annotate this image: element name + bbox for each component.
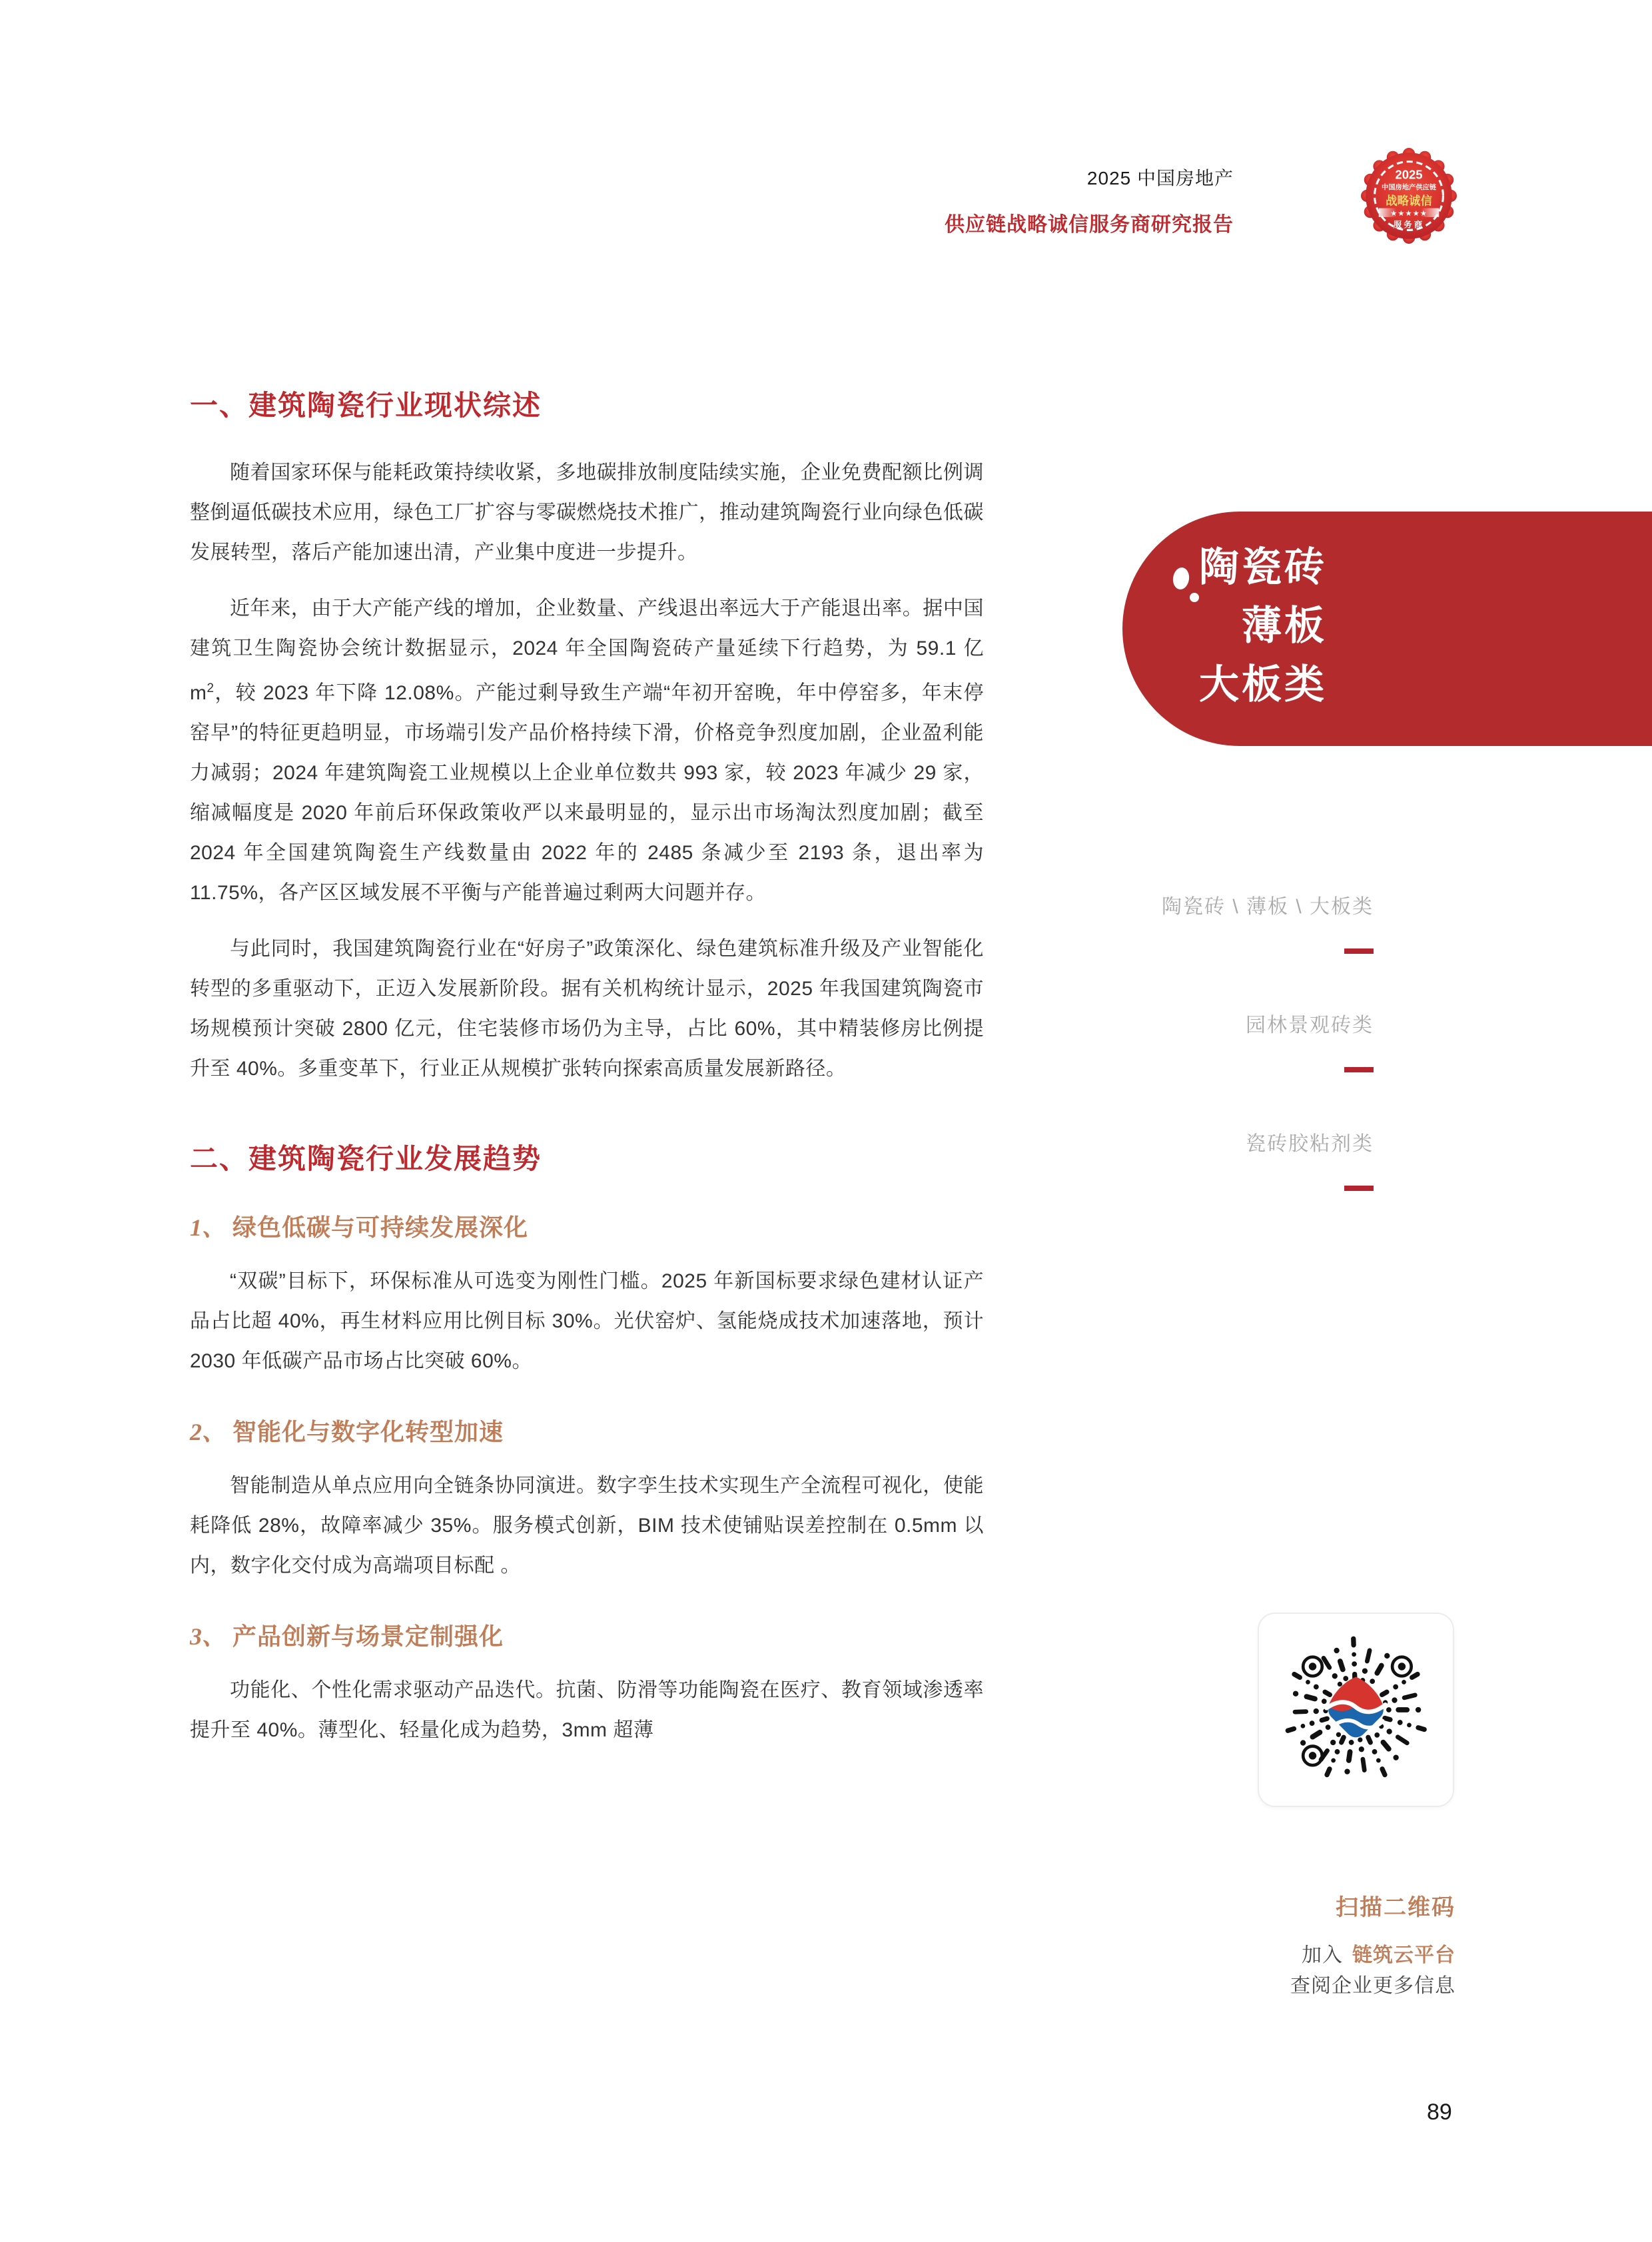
seal-line2: 战略诚信 [1386, 194, 1432, 208]
section-1-paragraph-3: 与此同时，我国建筑陶瓷行业在“好房子”政策深化、绿色建筑标准升级及产业智能化转型的多重驱动下，正迈入发展新阶段。据有关机构统计显示，2025 年我国建筑陶瓷市场规模预计突破 2800 亿元，住宅装修市场仍为主导，占比 60%，其中精装修房比例提升至 40%。多重变革下，行业正从规模扩张转向探索高质量发展新路径。 [190, 938, 984, 1080]
menu-item-landscape-brick: 园林景观砖类 [1246, 1014, 1374, 1036]
subsection-3-number: 3、 [190, 1623, 226, 1650]
menu-item-tile-adhesive: 瓷砖胶粘剂类 [1246, 1133, 1374, 1155]
menu-divider [1344, 1067, 1374, 1072]
main-content [190, 384, 984, 1750]
report-title: 供应链战略诚信服务商研究报告 [945, 214, 1234, 236]
platform-name: 链筑云平台 [1352, 1944, 1455, 1966]
subsection-1-title: 绿色低碳与可持续发展深化 [232, 1214, 529, 1241]
qr-caption [1290, 1889, 1455, 2002]
category-tab [1122, 512, 1652, 746]
strategic-integrity-seal-icon [1361, 148, 1457, 244]
subsection-2-heading [190, 1413, 984, 1447]
join-prefix: 加入 [1302, 1944, 1343, 1966]
section-1-paragraph-1: 随着国家环保与能耗政策持续收紧，多地碳排放制度陆续实施，企业免费配额比例调整倒逼低碳技术应用，绿色工厂扩容与零碳燃烧技术推广，推动建筑陶瓷行业向绿色低碳发展转型，落后产能加速出清，产业集中度进一步提升。 [190, 462, 984, 563]
subsection-2-number: 2、 [190, 1419, 226, 1445]
qr-code-card [1258, 1613, 1454, 1807]
subsection-1-paragraph: “双碳”目标下，环保标准从可选变为刚性门槛。2025 年新国标要求绿色建材认证产品占比超 40%，再生材料应用比例目标 30%。光伏窑炉、氢能烧成技术加速落地，预计 2030 年低碳产品市场占比突破 60%。 [190, 1270, 984, 1372]
section-2-heading: 二、建筑陶瓷行业发展趋势 [190, 1143, 542, 1174]
dot-decoration-large [1172, 566, 1190, 590]
paragraph-2-text-before: 近年来，由于大产能产线的增加，企业数量、产线退出率远大于产能退出率。据中国建筑卫生陶瓷协会统计数据显示，2024 年全国陶瓷砖产量延续下行趋势，为 59.1 亿 m [190, 597, 984, 704]
scan-qr-label: 扫描二维码 [1336, 1895, 1455, 1920]
qr-code-icon [1268, 1623, 1444, 1796]
subsection-1-heading [190, 1209, 984, 1243]
seal-stars: ★★★★★ [1390, 209, 1428, 218]
subsection-3-title: 产品创新与场景定制强化 [232, 1623, 504, 1650]
tab-line-2: 薄板 [1242, 603, 1327, 648]
seal-line1: 中国房地产供应链 [1381, 184, 1437, 192]
report-edition: 2025 中国房地产 [1086, 168, 1234, 188]
dot-decoration-small [1190, 593, 1199, 602]
subsection-1-number: 1、 [190, 1214, 226, 1241]
menu-divider [1344, 948, 1374, 954]
qr-center-logo [1324, 1677, 1388, 1742]
category-menu [1162, 893, 1374, 1248]
subsection-3-heading [190, 1618, 984, 1652]
section-1-paragraph-2 [190, 589, 984, 913]
section-1-heading: 一、建筑陶瓷行业现状综述 [190, 390, 542, 421]
seal-year: 2025 [1395, 167, 1423, 182]
qr-description: 查阅企业更多信息 [1290, 1975, 1455, 1997]
page-number: 89 [1427, 2099, 1452, 2125]
square-meter-superscript: 2 [206, 681, 214, 695]
join-platform-line [1290, 1940, 1455, 1971]
menu-item-ceramic-tile: 陶瓷砖 \ 薄板 \ 大板类 [1161, 896, 1374, 918]
tab-line-1: 陶瓷砖 [1199, 545, 1327, 589]
paragraph-2-text-after: ，较 2023 年下降 12.08%。产能过剩导致生产端“年初开窑晚，年中停窑多，年末停窑早”的特征更趋明显，市场端引发产品价格持续下滑，价格竞争烈度加剧，企业盈利能力减弱；2024 年建筑陶瓷工业规模以上企业单位数共 993 家，较 2023 年减少 29 家，缩减幅度是 2020 年前后环保政策收严以来最明显的，显示出市场淘汰烈度加剧；截至 2024 年全国建筑陶瓷生产线数量由 2022 年的 2485 条减少至 2193 条，退出率为 11.75%，各产区区域发展不平衡与产能普遍过剩两大问题并存。 [190, 682, 984, 904]
subsection-3-paragraph: 功能化、个性化需求驱动产品迭代。抗菌、防滑等功能陶瓷在医疗、教育领域渗透率提升至 40%。薄型化、轻量化成为趋势，3mm 超薄 [190, 1679, 984, 1741]
subsection-2-paragraph: 智能制造从单点应用向全链条协同演进。数字孪生技术实现生产全流程可视化，使能耗降低 28%，故障率减少 35%。服务模式创新，BIM 技术使铺贴误差控制在 0.5mm 以内，数字化交付成为高端项目标配 。 [190, 1475, 984, 1577]
menu-divider [1344, 1186, 1374, 1191]
subsection-2-title: 智能化与数字化转型加速 [232, 1418, 504, 1445]
category-tab-title [1199, 538, 1327, 714]
page-header [945, 164, 1234, 237]
seal-line3: 服务商 [1393, 220, 1425, 230]
tab-line-3: 大板类 [1199, 662, 1327, 707]
